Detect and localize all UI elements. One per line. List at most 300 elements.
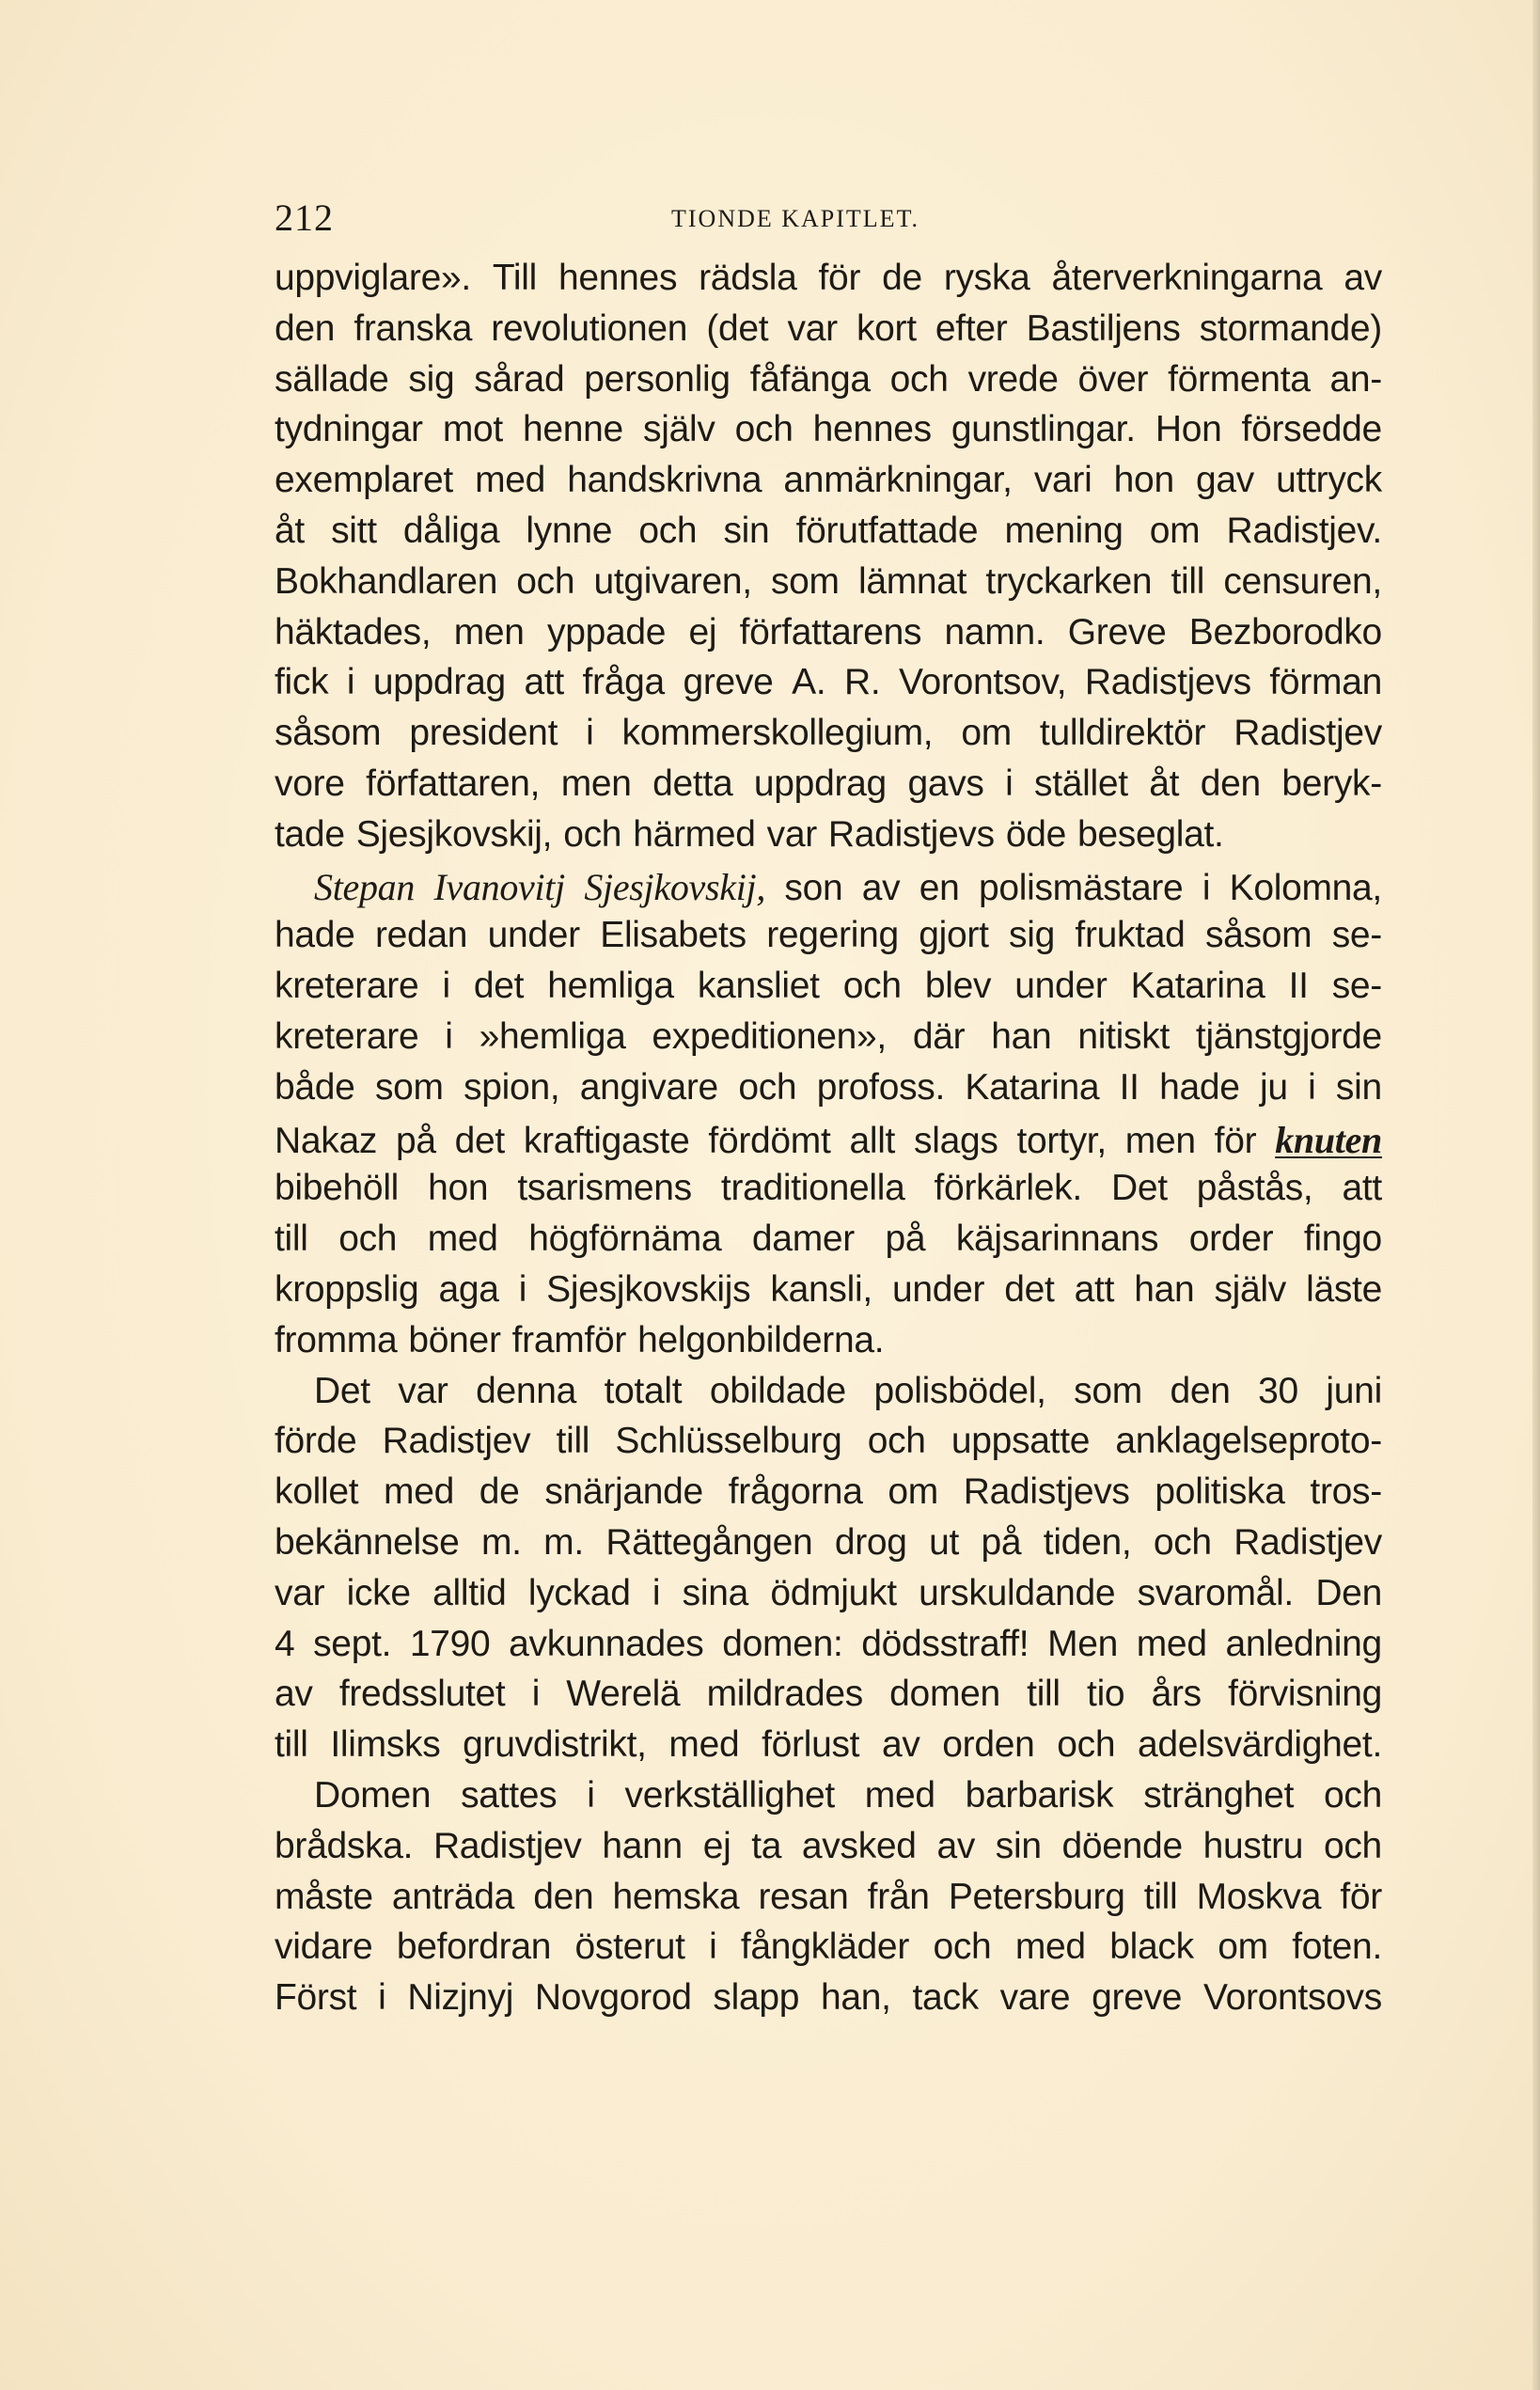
word: dödsstraff! (861, 1623, 1029, 1664)
word: juni (1326, 1370, 1382, 1411)
word: brådska. (275, 1825, 414, 1866)
word: förlust (762, 1724, 860, 1766)
word: avkunnades (509, 1623, 704, 1664)
word: till (1027, 1674, 1061, 1715)
word: men (560, 763, 632, 804)
word: för (1214, 1120, 1257, 1161)
word: II (1288, 966, 1309, 1007)
word: m. (543, 1521, 584, 1563)
text-line (275, 1219, 1382, 1269)
word: Radistjevs (1084, 662, 1251, 703)
word: kommerskollegium, (621, 713, 934, 754)
word: Bezborodko (1188, 611, 1382, 653)
word: beryk- (1281, 763, 1382, 804)
word: kreterare (275, 1015, 419, 1057)
word: han (1134, 1268, 1195, 1310)
running-head: TIONDE KAPITLET. (671, 205, 920, 232)
word: förmenta (1168, 358, 1311, 400)
word: Det (1110, 1168, 1168, 1209)
word: tryckarken (985, 560, 1153, 602)
word: kollet (275, 1471, 359, 1513)
word: black (1109, 1926, 1194, 1968)
word: polisbödel, (873, 1370, 1046, 1411)
word: med (668, 1724, 740, 1766)
emphasized-word: Sjesjkovskij, (584, 865, 766, 908)
word: greve (1092, 1977, 1183, 2019)
word: regering (766, 915, 899, 956)
text-line (275, 1926, 1382, 1977)
word: denna (476, 1370, 577, 1411)
word: tack (912, 1977, 979, 2019)
emphasized-word: knuten (1275, 1118, 1382, 1161)
word: det (473, 966, 525, 1007)
word: mot (442, 409, 503, 450)
word: återverkningarna (1051, 258, 1323, 298)
text-line (275, 865, 1382, 916)
word: han, (820, 1977, 891, 2019)
word: befordran (396, 1926, 552, 1968)
text-line (275, 814, 1382, 865)
word: sin (723, 510, 770, 551)
word: sin (995, 1825, 1042, 1866)
word: verkställighet (624, 1774, 835, 1816)
word: kansliet (697, 966, 820, 1007)
word: Novgorod (534, 1977, 692, 2019)
word: detta (652, 763, 733, 804)
word: obildade (709, 1370, 846, 1411)
text-line (275, 1471, 1382, 1522)
word: fåfänga (749, 358, 871, 400)
word: var (766, 813, 817, 855)
word: författaren, (366, 763, 541, 804)
word: mildrades (706, 1674, 863, 1715)
word: adelsvärdighet. (1137, 1724, 1382, 1766)
word: Schlüsselburg (615, 1421, 842, 1462)
word: vrede (967, 358, 1059, 400)
word: av (936, 1825, 976, 1866)
word: II (1119, 1066, 1139, 1108)
word: käjsarinnans (955, 1219, 1159, 1260)
word: Radistjevs (963, 1471, 1130, 1513)
text-line (275, 966, 1382, 1016)
word: angivare (579, 1066, 718, 1108)
word: Bokhandlaren (275, 560, 498, 602)
word: vari (1033, 460, 1092, 501)
word: var (398, 1370, 448, 1411)
word: stället (1034, 763, 1128, 804)
word: se- (1331, 966, 1382, 1007)
word: i (1308, 1066, 1316, 1108)
word: en (919, 867, 960, 908)
word: var (275, 1572, 325, 1613)
word: A. (792, 662, 826, 703)
word: Sjesjkovskij, (355, 813, 553, 855)
text-line (275, 1674, 1382, 1724)
word: frågorna (728, 1471, 863, 1513)
word: förman (1269, 662, 1382, 703)
word: Petersburg (948, 1876, 1125, 1917)
word: och (338, 1219, 398, 1260)
word: och (1323, 1825, 1382, 1866)
word: Den (1315, 1572, 1382, 1613)
word: sitt (331, 510, 377, 551)
word: icke (346, 1572, 411, 1613)
word: för (818, 258, 861, 298)
word: kreterare (275, 966, 419, 1007)
word: fråga (582, 662, 665, 703)
text-line (275, 1877, 1382, 1927)
word: fingo (1303, 1219, 1382, 1260)
emphasized-word: Ivanovitj (433, 865, 565, 908)
word: om (888, 1471, 938, 1513)
word: kroppslig (275, 1268, 419, 1310)
word: tjänstgjorde (1195, 1015, 1382, 1057)
word: hon (428, 1168, 489, 1209)
text-line (275, 1269, 1382, 1320)
word: och (1153, 1521, 1212, 1563)
word: under (487, 915, 580, 956)
word: av (861, 867, 901, 908)
page-number: 212 (275, 197, 334, 239)
word: i (1005, 763, 1014, 804)
word: stränghet (1143, 1774, 1295, 1816)
word: åt (1149, 763, 1180, 804)
word: hemliga (547, 966, 674, 1007)
word: som (1074, 1370, 1142, 1411)
word: president (409, 713, 558, 754)
word: alltid (432, 1572, 507, 1613)
word: läste (1306, 1268, 1382, 1310)
word: i (587, 1774, 595, 1816)
word: hade (1159, 1066, 1240, 1108)
word: Werelä (566, 1674, 681, 1715)
word: högförnäma (528, 1219, 722, 1260)
word: avsked (801, 1825, 917, 1866)
word: ej (688, 611, 717, 653)
word: från (867, 1876, 930, 1917)
word: fick (275, 662, 329, 703)
word: hon (1113, 460, 1174, 501)
word: både (275, 1066, 355, 1108)
word: böner (408, 1319, 501, 1360)
word: tydningar (275, 409, 423, 450)
word: års (1151, 1674, 1202, 1715)
word: på (981, 1521, 1022, 1563)
word: allt (849, 1120, 896, 1161)
word: till (275, 1724, 308, 1766)
word: gavs (907, 763, 984, 804)
word: an- (1329, 358, 1382, 400)
word: urskuldande (919, 1572, 1116, 1613)
word: som (770, 560, 840, 602)
word: till (556, 1421, 590, 1462)
word: tade (275, 813, 345, 855)
text-line (275, 1320, 1382, 1371)
word: åt (275, 510, 305, 551)
word: och (563, 813, 622, 855)
word: namn. (944, 611, 1045, 653)
word: nitiskt (1077, 1015, 1170, 1057)
word: barbarisk (965, 1774, 1114, 1816)
word: av (275, 1674, 313, 1715)
word: snärjande (544, 1471, 703, 1513)
word: att (524, 662, 564, 703)
text-line (275, 1371, 1382, 1422)
word: ödmjukt (770, 1572, 897, 1613)
word: själv (1214, 1268, 1286, 1310)
text-line (275, 1067, 1382, 1118)
word: hennes (812, 409, 932, 450)
word: order (1188, 1219, 1274, 1260)
word: med (475, 460, 546, 501)
word: sig (1009, 915, 1056, 956)
word: hemska (612, 1876, 740, 1917)
word: m. (480, 1521, 522, 1563)
text-line (275, 409, 1382, 460)
word: Katarina (965, 1066, 1100, 1108)
word: och (933, 1926, 992, 1968)
word: mening (1004, 510, 1124, 551)
word: handskrivna (567, 460, 762, 501)
word: om (961, 713, 1012, 754)
text-line (275, 1016, 1382, 1067)
word: anmärkningar, (783, 460, 1013, 501)
word: Det (314, 1370, 370, 1411)
word: och (1324, 1774, 1382, 1816)
word: till (1171, 560, 1205, 602)
word: ej (702, 1825, 731, 1866)
word: henne (523, 409, 623, 450)
word: själv (643, 409, 715, 450)
word: sällade (275, 358, 389, 400)
word: bibehöll (275, 1168, 400, 1209)
word: sept. (313, 1623, 392, 1664)
word: Sjesjkovskijs (546, 1268, 751, 1310)
word: hennes (558, 258, 678, 298)
word: tortyr, (1016, 1120, 1107, 1161)
word: uppdrag (753, 763, 887, 804)
body-text (275, 258, 1382, 2028)
page-edge (1532, 0, 1540, 2390)
word: (det (706, 307, 769, 349)
word: Ilimsks (330, 1724, 441, 1766)
text-line (275, 1118, 1382, 1169)
word: till (275, 1219, 308, 1260)
word: ju (1260, 1066, 1288, 1108)
word: greve (683, 662, 774, 703)
word: döende (1061, 1825, 1183, 1866)
word: sattes (461, 1774, 558, 1816)
word: sig (408, 358, 455, 400)
text-line (275, 511, 1382, 561)
word: Hon (1155, 409, 1222, 450)
word: att (1342, 1168, 1382, 1209)
word: Nizjnyj (407, 1977, 514, 2019)
word: och (889, 358, 949, 400)
word: fruktad (1075, 915, 1186, 956)
word: Radistjev. (1226, 510, 1382, 551)
word: i (346, 662, 355, 703)
text-line (275, 561, 1382, 612)
word: i (378, 1977, 386, 2019)
word: vare (999, 1977, 1071, 2019)
word: fördömt (708, 1120, 831, 1161)
word: vore (275, 763, 345, 804)
text-line (275, 1775, 1382, 1826)
word: Vorontsov, (898, 662, 1067, 703)
word: och (638, 510, 698, 551)
word: domen: (722, 1623, 843, 1664)
word: Greve (1067, 611, 1167, 653)
word: yppade (547, 611, 667, 653)
word: där (912, 1015, 966, 1057)
word: ut (929, 1521, 960, 1563)
word: i (709, 1926, 717, 1968)
word: Till (492, 258, 538, 298)
word: revolutionen (491, 307, 688, 349)
word: lämnat (857, 560, 967, 602)
word: resan (758, 1876, 849, 1917)
word: 4 (275, 1623, 295, 1664)
text-line (275, 460, 1382, 511)
word: i (518, 1268, 527, 1310)
word: men (453, 611, 525, 653)
word: domen (889, 1674, 1000, 1715)
word: det (454, 1120, 505, 1161)
word: Kolomna, (1229, 867, 1382, 908)
word: anledning (1225, 1623, 1382, 1664)
word: foten. (1292, 1926, 1382, 1968)
text-line (275, 1421, 1382, 1471)
text-line (275, 713, 1382, 763)
word: härmed (633, 813, 756, 855)
word: han (991, 1015, 1052, 1057)
word: kansli, (770, 1268, 872, 1310)
word: stormande) (1199, 307, 1382, 349)
word: damer (751, 1219, 855, 1260)
text-line (275, 1724, 1382, 1775)
word: som (374, 1066, 444, 1108)
word: franska (354, 307, 473, 349)
word: av (881, 1724, 920, 1766)
word: och (738, 1066, 797, 1108)
word: öde (1005, 813, 1066, 855)
word: Moskva (1196, 1876, 1322, 1917)
word: och (516, 560, 575, 602)
word: ryska (943, 258, 1030, 298)
word: kraftigaste (523, 1120, 690, 1161)
word: politiska (1155, 1471, 1285, 1513)
word: uttryck (1276, 460, 1382, 501)
word: tiden, (1043, 1521, 1132, 1563)
word: dåliga (402, 510, 500, 551)
word: att (1074, 1268, 1115, 1310)
word: efter (935, 307, 1008, 349)
word: orden (942, 1724, 1035, 1766)
word: häktades, (275, 611, 432, 653)
word: och (842, 966, 902, 1007)
word: beseglat. (1077, 813, 1224, 855)
word: Bastiljens (1026, 307, 1181, 349)
word: kort (856, 307, 917, 349)
text-line (275, 915, 1382, 966)
word: anträda (391, 1876, 515, 1917)
word: Domen (314, 1774, 432, 1816)
word: traditionella (720, 1168, 905, 1209)
word: förutfattade (795, 510, 979, 551)
word: Först (275, 1977, 357, 2019)
word: drog (834, 1521, 907, 1563)
word: på (395, 1120, 436, 1161)
word: vidare (275, 1926, 373, 1968)
word: totalt (604, 1370, 683, 1411)
word: slags (914, 1120, 998, 1161)
word: sin (1335, 1066, 1382, 1108)
word: blev (924, 966, 992, 1007)
word: svaromål. (1137, 1572, 1294, 1613)
word: hade (275, 915, 355, 956)
emphasized-word: Stepan (314, 865, 416, 908)
word: om (1218, 1926, 1268, 1968)
word: under (891, 1268, 985, 1310)
text-line (275, 359, 1382, 410)
word: aga (438, 1268, 499, 1310)
word: Nakaz (275, 1120, 378, 1161)
text-line (275, 1573, 1382, 1624)
word: framför (511, 1319, 627, 1360)
word: uppviglare». (275, 258, 471, 298)
word: om (1149, 510, 1201, 551)
word: ta (751, 1825, 782, 1866)
word: Men (1047, 1623, 1119, 1664)
word: utgivaren, (593, 560, 752, 602)
word: lynne (526, 510, 613, 551)
word: i (652, 1572, 661, 1613)
word: förde (275, 1421, 357, 1462)
word: Katarina (1130, 966, 1265, 1007)
word: var (787, 307, 838, 349)
word: uppsatte (951, 1421, 1091, 1462)
word: gjort (919, 915, 989, 956)
word: hustru (1202, 1825, 1304, 1866)
page-header (275, 196, 1382, 243)
word: fromma (275, 1319, 398, 1360)
word: försedde (1241, 409, 1382, 450)
word: den (533, 1876, 594, 1917)
word: expeditionen», (652, 1015, 887, 1057)
text-line (275, 612, 1382, 663)
word: under (1014, 966, 1108, 1007)
word: tulldirektör (1039, 713, 1206, 754)
word: redan (374, 915, 468, 956)
word: författarens (739, 611, 922, 653)
word: men (1124, 1120, 1196, 1161)
word: profoss. (816, 1066, 946, 1108)
text-line (275, 1977, 1382, 2028)
word: av (1344, 258, 1382, 298)
word: slapp (713, 1977, 800, 2019)
word: Radistjevs (827, 813, 995, 855)
word: till (1143, 1876, 1178, 1917)
word: den (275, 307, 336, 349)
word: tsarismens (517, 1168, 692, 1209)
word: personlig (584, 358, 731, 400)
text-line (275, 662, 1382, 713)
word: gruvdistrikt, (463, 1724, 647, 1766)
word: Rättegången (605, 1521, 813, 1563)
word: »hemliga (479, 1015, 626, 1057)
word: lyckad (527, 1572, 631, 1613)
